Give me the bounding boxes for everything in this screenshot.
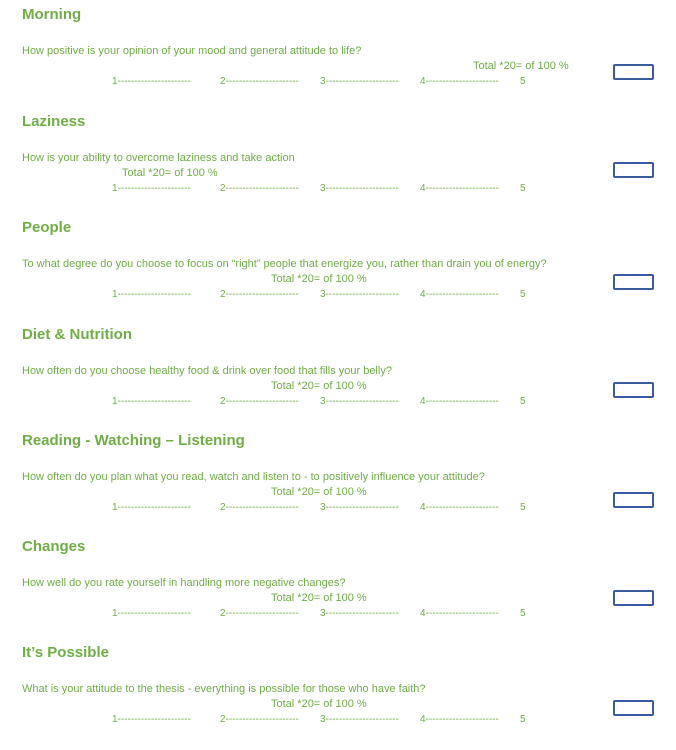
score-input-box[interactable] [613, 64, 654, 80]
question-text: How often do you choose healthy food & drink over food that fills your belly? [22, 365, 392, 377]
scale-point-1[interactable]: 1---------------------- [112, 183, 191, 194]
scale-point-2[interactable]: 2---------------------- [220, 608, 299, 619]
scale-point-3[interactable]: 3---------------------- [320, 396, 399, 407]
scale-point-2[interactable]: 2---------------------- [220, 396, 299, 407]
question-text: How positive is your opinion of your mood and general attitude to life? [22, 45, 362, 57]
section-people [0, 213, 676, 319]
scale-point-4[interactable]: 4---------------------- [420, 289, 499, 300]
scale-point-1[interactable]: 1---------------------- [112, 289, 191, 300]
section-title: Changes [22, 538, 86, 555]
scale-point-4[interactable]: 4---------------------- [420, 396, 499, 407]
section-title: Morning [22, 6, 82, 23]
question-text: How often do you plan what you read, watch and listen to - to positively influence your attitude? [22, 471, 485, 483]
section-diet-nutrition [0, 320, 676, 426]
total-label: Total *20= of 100 % [473, 60, 569, 72]
total-label: Total *20= of 100 % [271, 592, 367, 604]
scale-point-2[interactable]: 2---------------------- [220, 76, 299, 87]
scale-point-4[interactable]: 4---------------------- [420, 502, 499, 513]
question-text: How is your ability to overcome laziness and take action [22, 152, 295, 164]
scale-point-4[interactable]: 4---------------------- [420, 608, 499, 619]
scale-point-4[interactable]: 4---------------------- [420, 183, 499, 194]
section-title: People [22, 219, 72, 236]
total-label: Total *20= of 100 % [122, 167, 218, 179]
total-label: Total *20= of 100 % [271, 273, 367, 285]
scale-point-1[interactable]: 1---------------------- [112, 714, 191, 725]
scale-point-5[interactable]: 5 [520, 76, 526, 87]
question-text: How well do you rate yourself in handling more negative changes? [22, 577, 346, 589]
score-input-box[interactable] [613, 492, 654, 508]
scale-point-1[interactable]: 1---------------------- [112, 608, 191, 619]
scale-point-5[interactable]: 5 [520, 183, 526, 194]
scale-point-3[interactable]: 3---------------------- [320, 183, 399, 194]
question-text: What is your attitude to the thesis - everything is possible for those who have faith? [22, 683, 426, 695]
scale-point-4[interactable]: 4---------------------- [420, 76, 499, 87]
section-its-possible [0, 638, 676, 744]
scale-point-3[interactable]: 3---------------------- [320, 502, 399, 513]
section-changes [0, 532, 676, 638]
section-title: Reading - Watching – Listening [22, 432, 245, 449]
score-input-box[interactable] [613, 274, 654, 290]
section-title: Laziness [22, 113, 86, 130]
scale-point-2[interactable]: 2---------------------- [220, 502, 299, 513]
section-morning [0, 0, 676, 106]
score-input-box[interactable] [613, 162, 654, 178]
scale-point-3[interactable]: 3---------------------- [320, 714, 399, 725]
score-input-box[interactable] [613, 590, 654, 606]
scale-point-1[interactable]: 1---------------------- [112, 396, 191, 407]
question-text: To what degree do you choose to focus on “right” people that energize you, rather than drain you of energy? [22, 258, 547, 270]
section-reading-watching-listening [0, 426, 676, 532]
scale-point-2[interactable]: 2---------------------- [220, 183, 299, 194]
scale-point-5[interactable]: 5 [520, 714, 526, 725]
scale-point-3[interactable]: 3---------------------- [320, 76, 399, 87]
section-title: It’s Possible [22, 644, 109, 661]
scale-point-1[interactable]: 1---------------------- [112, 502, 191, 513]
total-label: Total *20= of 100 % [271, 698, 367, 710]
scale-point-5[interactable]: 5 [520, 608, 526, 619]
scale-point-3[interactable]: 3---------------------- [320, 608, 399, 619]
total-label: Total *20= of 100 % [271, 380, 367, 392]
scale-point-5[interactable]: 5 [520, 502, 526, 513]
scale-point-4[interactable]: 4---------------------- [420, 714, 499, 725]
scale-point-5[interactable]: 5 [520, 396, 526, 407]
scale-point-1[interactable]: 1---------------------- [112, 76, 191, 87]
section-title: Diet & Nutrition [22, 326, 132, 343]
score-input-box[interactable] [613, 700, 654, 716]
scale-point-2[interactable]: 2---------------------- [220, 289, 299, 300]
scale-point-2[interactable]: 2---------------------- [220, 714, 299, 725]
section-laziness [0, 107, 676, 213]
total-label: Total *20= of 100 % [271, 486, 367, 498]
scale-point-3[interactable]: 3---------------------- [320, 289, 399, 300]
scale-point-5[interactable]: 5 [520, 289, 526, 300]
score-input-box[interactable] [613, 382, 654, 398]
